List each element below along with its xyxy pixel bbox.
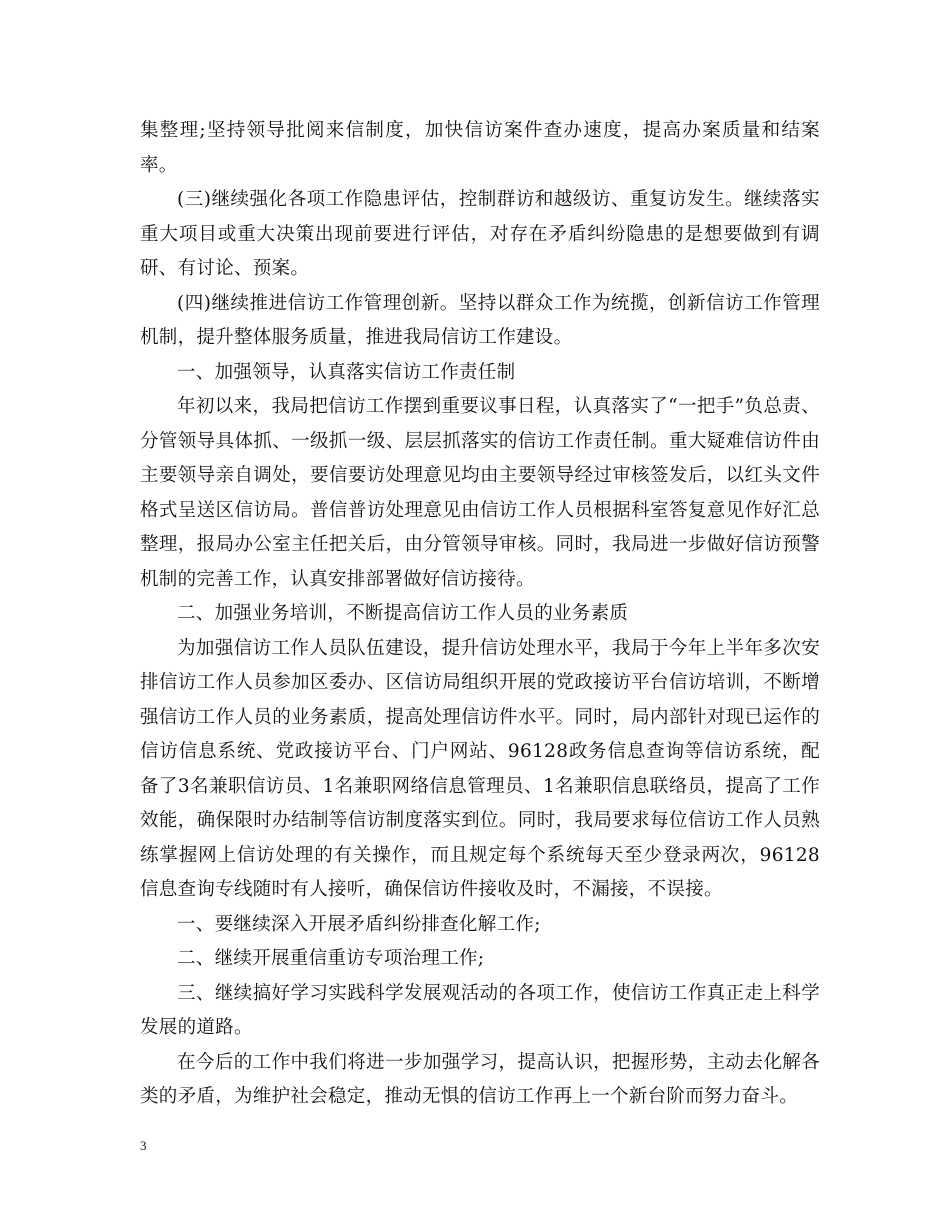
- plan-item-one: 一、要继续深入开展矛盾纠纷排查化解工作;: [177, 913, 541, 935]
- plan-item-two: 二、继续开展重信重访专项治理工作;: [177, 948, 485, 969]
- paragraph-item-three: (三)继续强化各项工作隐患评估，控制群访和越级访、重复访发生。继续落实重大项目或重大决策出现前要进行评估，对存在矛盾纠纷隐患的是想要做到有调研、有讨论、预案。: [140, 189, 820, 279]
- paragraph-conclusion: 在今后的工作中我们将进一步加强学习，提高认识，把握形势，主动去化解各类的矛盾，为维护社会稳定，推动无惧的信访工作再上一个新台阶而努力奋斗。: [140, 1051, 820, 1107]
- document-body: [140, 114, 820, 1115]
- section-heading-leadership: 一、加强领导，认真落实信访工作责任制: [177, 361, 516, 383]
- paragraph-continuation: 集整理;坚持领导批阅来信制度，加快信访案件查办速度，提高办案质量和结案率。: [140, 120, 820, 176]
- section-heading-training: 二、加强业务培训，不断提高信访工作人员的业务素质: [177, 603, 629, 624]
- page-number: 3: [140, 1138, 147, 1153]
- plan-item-three: 三、继续搞好学习实践科学发展观活动的各项工作，使信访工作真正走上科学发展的道路。: [140, 982, 820, 1038]
- paragraph-leadership: 年初以来，我局把信访工作摆到重要议事日程，认真落实了“一把手”负总责、分管领导具体抓、一级抓一级、层层抓落实的信访工作责任制。重大疑难信访件由主要领导亲自调处，要信要访处理意见均由主要领导经过审核签发后，以红头文件格式呈送区信访局。普信普访处理意见由信访工作人员根据科室答复意见作好汇总整理，报局办公室主任把关后，由分管领导审核。同时，我局进一步做好信访预警机制的完善工作，认真安排部署做好信访接待。: [140, 396, 820, 590]
- paragraph-training: 为加强信访工作人员队伍建设，提升信访处理水平，我局于今年上半年多次安排信访工作人员参加区委办、区信访局组织开展的党政接访平台信访培训，不断增强信访工作人员的业务素质，提高处理信访件水平。同时，局内部针对现已运作的信访信息系统、党政接访平台、门户网站、96128政务信息查询等信访系统，配备了3名兼职信访员、1名兼职网络信息管理员、1名兼职信息联络员，提高了工作效能，确保限时办结制等信访制度落实到位。同时，我局要求每位信访工作人员熟练掌握网上信访处理的有关操作，而且规定每个系统每天至少登录两次，96128信息查询专线随时有人接听，确保信访件接收及时，不漏接，不误接。: [140, 637, 820, 900]
- paragraph-item-four: (四)继续推进信访工作管理创新。坚持以群众工作为统揽，创新信访工作管理机制，提升整体服务质量，推进我局信访工作建设。: [140, 292, 820, 348]
